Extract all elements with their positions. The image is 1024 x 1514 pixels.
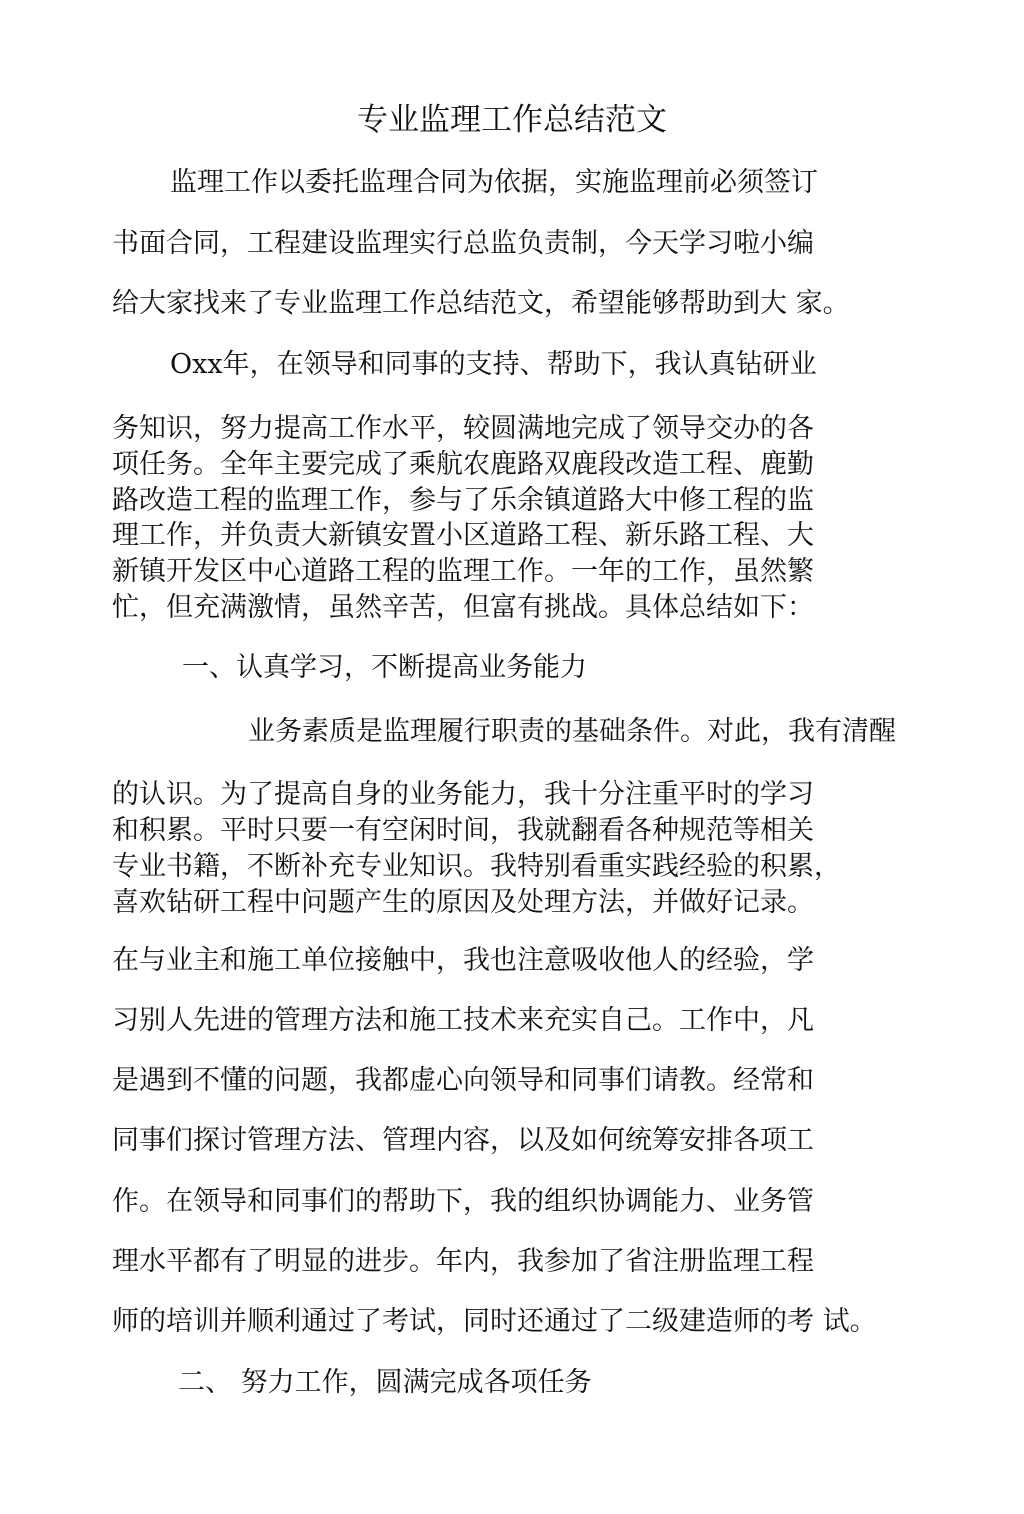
text-line: 务知识，努力提高工作水平，较圆满地完成了领导交办的各 xyxy=(112,413,814,444)
text-line: 理工作，并负责大新镇安置小区道路工程、新乐路工程、大 xyxy=(112,520,814,551)
text-line: 喜欢钻研工程中问题产生的原因及处理方法，并做好记录。 xyxy=(112,887,814,918)
text-line: Oxx年，在领导和同事的支持、帮助下，我认真钻研业 xyxy=(170,349,817,380)
text-line: 习别人先进的管理方法和施工技术来充实自己。工作中，凡 xyxy=(112,1005,814,1036)
text-line: 专业书籍，不断补充专业知识。我特别看重实践经验的积累， xyxy=(112,851,841,882)
text-line: 监理工作以委托监理合同为依据，实施监理前必须签订 xyxy=(170,167,818,198)
page-title: 专业监理工作总结范文 xyxy=(357,102,667,138)
text-line: 路改造工程的监理工作，参与了乐余镇道路大中修工程的监 xyxy=(112,485,814,516)
text-line: 新镇开发区中心道路工程的监理工作。一年的工作，虽然繁 xyxy=(112,556,814,587)
text-line: 师的培训并顺利通过了考试，同时还通过了二级建造师的考 试。 xyxy=(112,1306,877,1337)
text-line: 作。在领导和同事们的帮助下，我的组织协调能力、业务管 xyxy=(112,1186,814,1217)
text-line: 同事们探讨管理方法、管理内容，以及如何统筹安排各项工 xyxy=(112,1125,814,1156)
section-heading: 二、 努力工作，圆满完成各项任务 xyxy=(178,1367,592,1398)
text-line: 理水平都有了明显的进步。年内，我参加了省注册监理工程 xyxy=(112,1246,814,1277)
text-line: 给大家找来了专业监理工作总结范文，希望能够帮助到大 家。 xyxy=(112,288,850,319)
text-line: 是遇到不懂的问题，我都虚心向领导和同事们请教。经常和 xyxy=(112,1065,814,1096)
text-line: 的认识。为了提高自身的业务能力，我十分注重平时的学习 xyxy=(112,779,814,810)
text-line: 在与业主和施工单位接触中，我也注意吸收他人的经验，学 xyxy=(112,945,814,976)
text-line: 忙，但充满激情，虽然辛苦，但富有挑战。具体总结如下： xyxy=(112,592,814,623)
text-line: 书面合同，工程建设监理实行总监负责制，今天学习啦小编 xyxy=(112,228,814,259)
text-line: 业务素质是监理履行职责的基础条件。对此，我有清醒 xyxy=(248,716,896,747)
text-line: 项任务。全年主要完成了乘航农鹿路双鹿段改造工程、鹿勤 xyxy=(112,449,814,480)
text-line: 和积累。平时只要一有空闲时间，我就翻看各种规范等相关 xyxy=(112,815,814,846)
section-heading: 一、认真学习，不断提高业务能力 xyxy=(182,652,587,683)
